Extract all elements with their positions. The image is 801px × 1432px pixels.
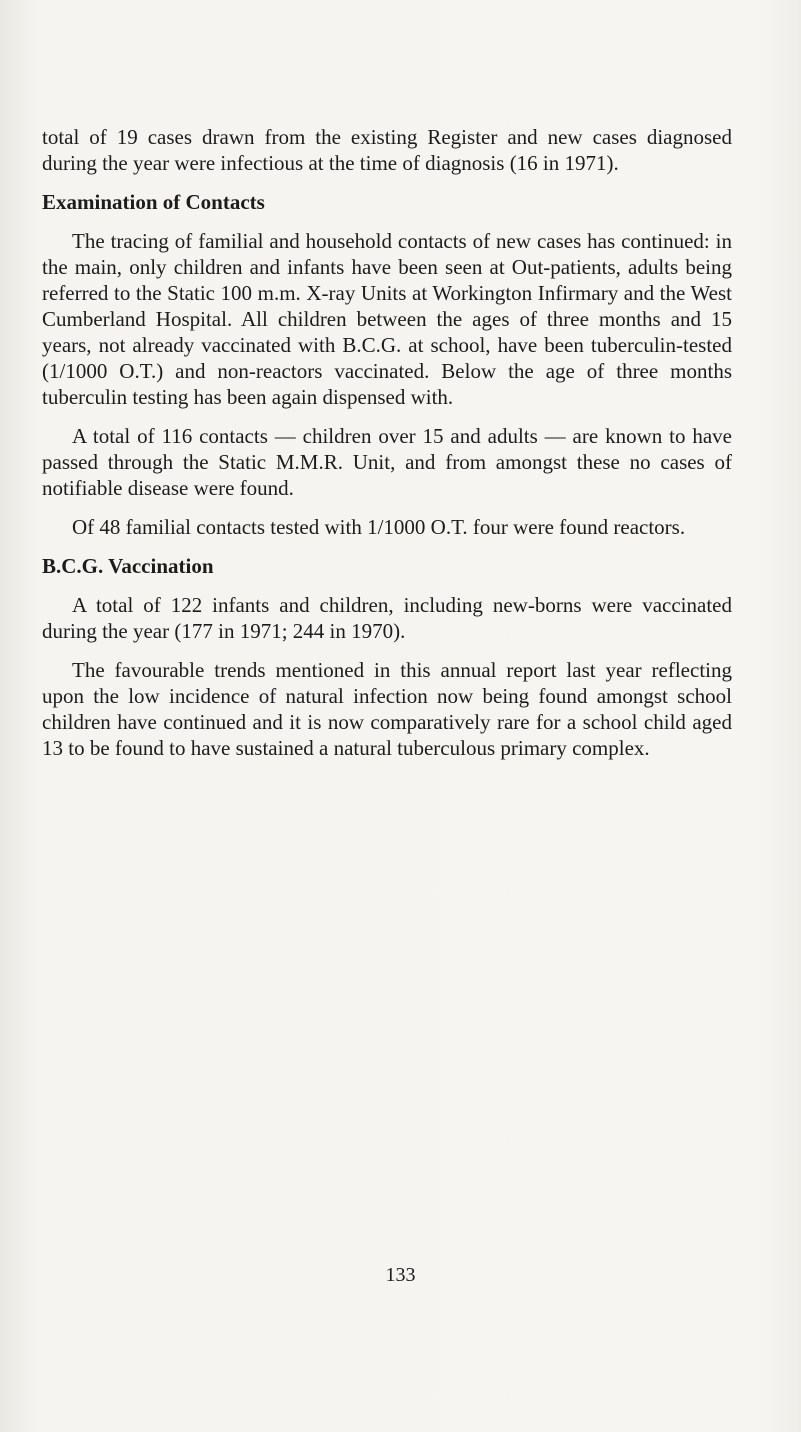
paragraph-infectious-cases: total of 19 cases drawn from the existing Register and new cases diagnosed during the year were infectious at the time of diagnosis (16 in 1971). bbox=[42, 125, 732, 175]
heading-bcg-vaccination: B.C.G. Vaccination bbox=[42, 554, 214, 578]
paragraph-vaccination-total: A total of 122 infants and children, including new-borns were vaccinated during the year (177 in 1971; 244 in 1970). bbox=[42, 593, 732, 643]
page-content bbox=[42, 124, 732, 774]
paragraph-contact-tracing: The tracing of familial and household contacts of new cases has continued: in the main, only children and infants have been seen at Out-patients, adults being referred to the Static 100 m.m. X-ray Units at Workington Infirmary and the West Cumberland Hospital. All children between the ages of three months and 15 years, not already vaccinated with B.C.G. at school, have been tuberculin-tested (1/1000 O.T.) and non-reactors vaccinated. Below the age of three months tuberculin testing has been again dispensed with. bbox=[42, 229, 732, 409]
paragraph-contacts-total: A total of 116 contacts — children over 15 and adults — are known to have passed through the Static M.M.R. Unit, and from amongst these no cases of notifiable disease were found. bbox=[42, 424, 732, 500]
paragraph-favourable-trends: The favourable trends mentioned in this annual report last year reflecting upon the low incidence of natural infection now being found amongst school children have continued and it is now comparatively rare for a school child aged 13 to be found to have sustained a natural tuberculous primary complex. bbox=[42, 658, 732, 760]
page-number: 133 bbox=[385, 1264, 416, 1286]
heading-examination-of-contacts: Examination of Contacts bbox=[42, 190, 265, 214]
paragraph-familial-contacts: Of 48 familial contacts tested with 1/1000 O.T. four were found reactors. bbox=[72, 515, 686, 539]
